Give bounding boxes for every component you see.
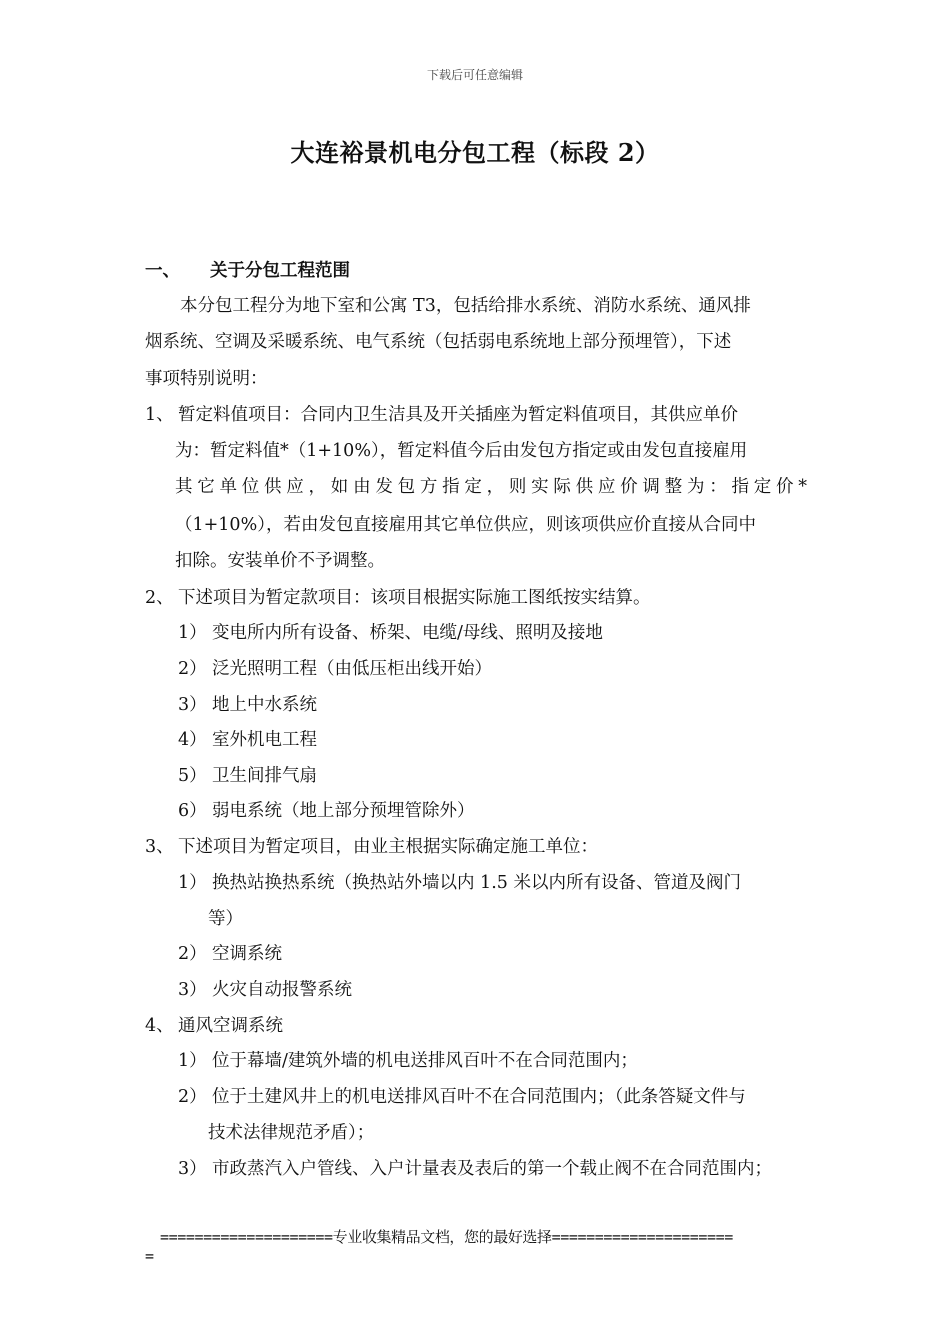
item-number: 1、 <box>145 405 174 425</box>
subitem-text: 泛光照明工程（由低压柜出线开始） <box>212 659 492 679</box>
document-title: 大连裕景机电分包工程（标段 2） <box>290 138 660 167</box>
item2-text: 下述项目为暂定款项目：该项目根据实际施工图纸按实结算。 <box>178 588 651 608</box>
section-number: 一、 <box>145 261 180 281</box>
subitem-text: 变电所内所有设备、桥架、电缆/母线、照明及接地 <box>212 623 603 643</box>
item1-line: 扣除。安装单价不予调整。 <box>175 551 385 571</box>
subitem-number: 5） <box>178 766 207 786</box>
subitem-text: 市政蒸汽入户管线、入户计量表及表后的第一个载止阀不在合同范围内； <box>212 1159 772 1179</box>
subitem-text: 地上中水系统 <box>212 695 317 715</box>
item-number: 4、 <box>145 1016 174 1036</box>
page-footer: ====================专业收集精品文档，您的最好选择===================== <box>160 1228 733 1246</box>
item1-line: 其它单位供应，如由发包方指定，则实际供应价调整为：指定价* <box>175 477 807 497</box>
subitem-number: 1） <box>178 1051 207 1071</box>
page-header: 下载后可任意编辑 <box>426 68 523 82</box>
subitem-number: 2） <box>178 659 207 679</box>
subitem-number: 2） <box>178 944 207 964</box>
item1-line: 暂定料值项目：合同内卫生洁具及开关插座为暂定料值项目，其供应单价 <box>178 405 738 425</box>
subitem-text: 卫生间排气扇 <box>212 766 317 786</box>
item-number: 2、 <box>145 588 174 608</box>
subitem-number: 3） <box>178 695 207 715</box>
item4-text: 通风空调系统 <box>178 1016 283 1036</box>
subitem-number: 4） <box>178 730 207 750</box>
subitem-text: 空调系统 <box>212 944 282 964</box>
subitem-text: 位于土建风井上的机电送排风百叶不在合同范围内；（此条答疑文件与 <box>212 1087 746 1107</box>
page-footer-tail: = <box>145 1247 155 1265</box>
subitem-text: 室外机电工程 <box>212 730 317 750</box>
subitem-number: 6） <box>178 801 207 821</box>
subitem-number: 3） <box>178 980 207 1000</box>
subitem-text: 弱电系统（地上部分预埋管除外） <box>212 801 475 821</box>
item1-line: 为：暂定料值*（1+10%），暂定料值今后由发包方指定或由发包直接雇用 <box>175 441 748 461</box>
subitem-number: 1） <box>178 873 207 893</box>
item1-line: （1+10%），若由发包直接雇用其它单位供应，则该项供应价直接从合同中 <box>175 515 756 535</box>
subitem-number: 1） <box>178 623 207 643</box>
subitem-text: 位于幕墙/建筑外墙的机电送排风百叶不在合同范围内； <box>212 1051 638 1071</box>
item3-text: 下述项目为暂定项目，由业主根据实际确定施工单位： <box>178 837 598 857</box>
intro-line: 本分包工程分为地下室和公寓 T3，包括给排水系统、消防水系统、通风排 <box>180 296 751 316</box>
section-heading: 关于分包工程范围 <box>210 261 350 281</box>
subitem-text-cont: 等） <box>208 909 243 929</box>
intro-line: 烟系统、空调及采暖系统、电气系统（包括弱电系统地上部分预埋管），下述 <box>145 332 732 352</box>
intro-line: 事项特别说明： <box>145 369 268 389</box>
subitem-text: 火灾自动报警系统 <box>212 980 352 1000</box>
subitem-text-cont: 技术法律规范矛盾）； <box>208 1123 375 1143</box>
subitem-text: 换热站换热系统（换热站外墙以内 1.5 米以内所有设备、管道及阀门 <box>212 873 741 893</box>
subitem-number: 2） <box>178 1087 207 1107</box>
subitem-number: 3） <box>178 1159 207 1179</box>
item-number: 3、 <box>145 837 174 857</box>
